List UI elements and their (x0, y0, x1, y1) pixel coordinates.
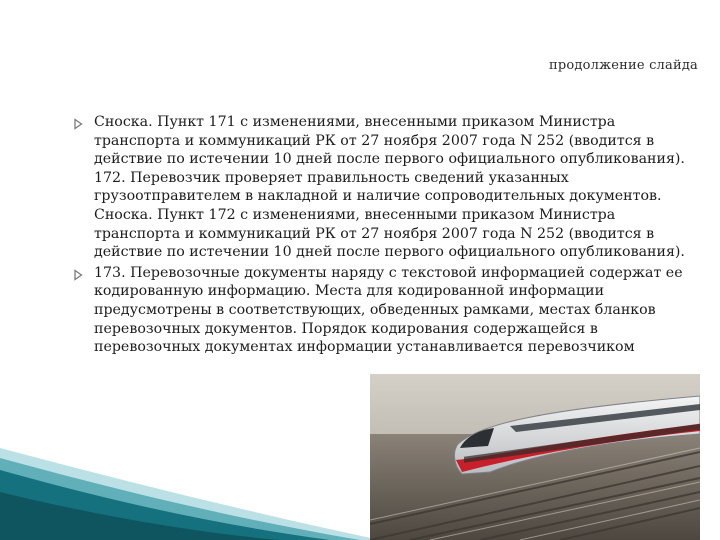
slide-header: продолжение слайда (548, 58, 698, 73)
text-line: грузоотправителем в накладной и наличие сопроводительных документов. (94, 188, 662, 205)
high-speed-train-photo (370, 374, 700, 540)
triangle-bullet-icon (72, 118, 84, 130)
train-illustration (370, 374, 700, 540)
bullet-item-2 (72, 264, 702, 357)
bullet-item-1 (72, 113, 702, 262)
triangle-bullet-icon (72, 269, 84, 281)
bullet-text (94, 113, 702, 262)
text-line: предусмотрены в соответствующих, обведенных рамками, местах бланков (94, 301, 656, 318)
text-line: 172. Перевозчик проверяет правильность сведений указанных (94, 169, 569, 186)
bullet-text (94, 264, 702, 357)
bullet-list (72, 113, 702, 357)
text-line: перевозочных документов. Порядок кодирования содержащейся в (94, 320, 598, 337)
text-line: Сноска. Пункт 172 с изменениями, внесенными приказом Министра (94, 206, 616, 223)
text-line: Сноска. Пункт 171 с изменениями, внесенными приказом Министра (94, 114, 616, 130)
text-line: действие по истечении 10 дней после первого официального опубликования). (94, 244, 685, 261)
text-line: кодированную информацию. Места для кодированной информации (94, 283, 605, 300)
text-line: перевозочных документах информации устанавливается перевозчиком (94, 339, 635, 356)
text-line: транспорта и коммуникаций РК от 27 ноября 2007 года N 252 (вводится в (94, 132, 655, 149)
teal-wave-decoration (0, 440, 380, 540)
text-line: действие по истечении 10 дней после первого официального опубликования). (94, 151, 685, 168)
text-line: 173. Перевозочные документы наряду с текстовой информацией содержат ее (94, 264, 683, 281)
text-line: транспорта и коммуникаций РК от 27 ноября 2007 года N 252 (вводится в (94, 225, 655, 242)
